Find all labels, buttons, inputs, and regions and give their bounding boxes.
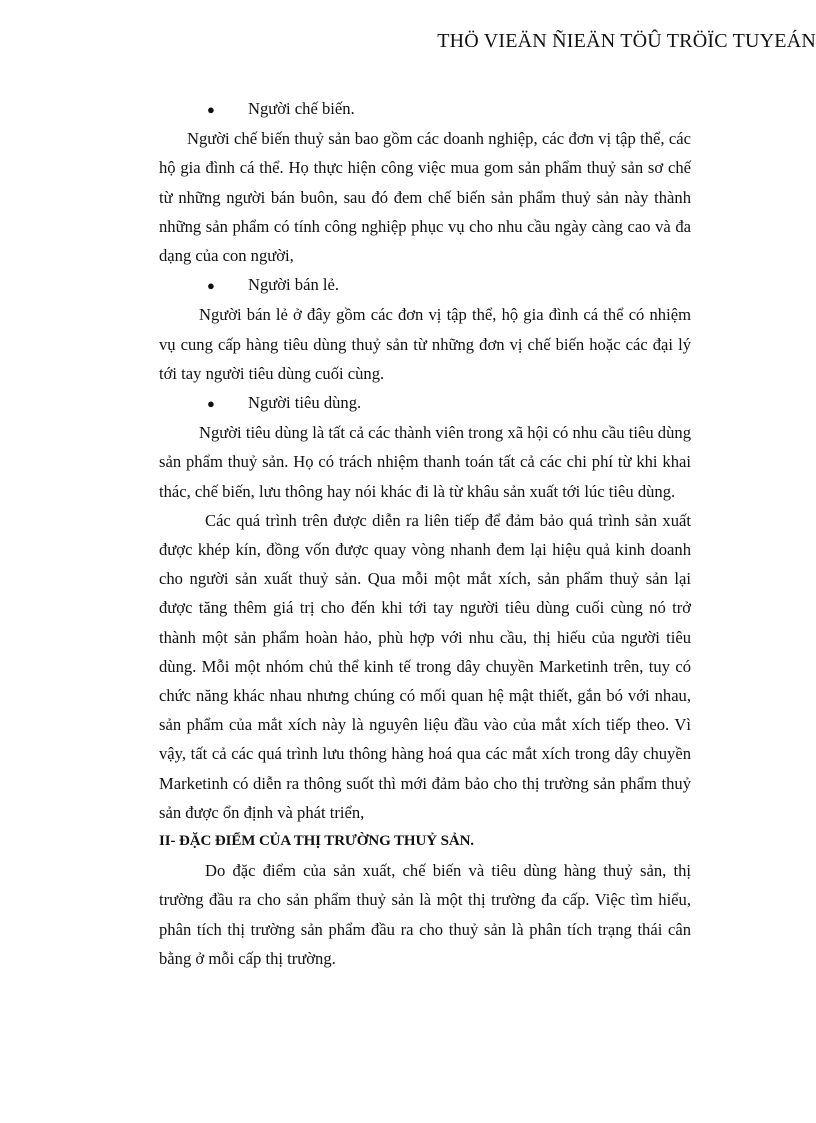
bullet-icon: ● (207, 396, 215, 412)
page-header: THÖ VIEÄN ÑIEÄN TÖÛ TRÖÏC TUYEÁN (437, 30, 816, 52)
bullet-text: Người bán lẻ. (248, 275, 340, 295)
paragraph: Người tiêu dùng là tất cả các thành viên trong xã hội có nhu cầu tiêu dùng sản phẩm thuỷ sản. Họ có trách nhiệm thanh toán tất cả các chi phí từ khi khai thác, chế biến, lưu thông hay nói khác đi là từ khâu sản xuất tới lúc tiêu dùng. (159, 423, 691, 501)
bullet-item (207, 270, 691, 300)
paragraph: Người chế biến thuỷ sản bao gồm các doanh nghiệp, các đơn vị tập thể, các hộ gia đình cá thể. Họ thực hiện công việc mua gom sản phẩm thuỷ sản sơ chế từ những người bán buôn, sau đó đem chế biến sản phẩm thuỷ sản này thành những sản phẩm có tính công nghiệp phục vụ cho nhu cầu ngày càng cao và đa dạng của con người, (159, 129, 691, 266)
bullet-icon: ● (207, 278, 215, 294)
paragraph: Do đặc điểm của sản xuất, chế biến và tiêu dùng hàng thuỷ sản, thị trường đầu ra cho sản phẩm thuỷ sản là một thị trường đa cấp. Việc tìm hiểu, phân tích thị trường sản phẩm đầu ra cho thuỷ sản là phân tích trạng thái cân bằng ở mỗi cấp thị trường. (159, 861, 691, 968)
document-body (159, 94, 691, 973)
bullet-item (207, 388, 691, 418)
bullet-icon: ● (207, 102, 215, 117)
bullet-text: Người chế biến. (248, 99, 355, 118)
bullet-item (207, 94, 691, 124)
paragraph: Người bán lẻ ở đây gồm các đơn vị tập thể, hộ gia đình cá thể có nhiệm vụ cung cấp hàng tiêu dùng thuỷ sản từ những đơn vị chế biến hoặc các đại lý tới tay người tiêu dùng cuối cùng. (159, 305, 691, 383)
section-heading: II- ĐẶC ĐIỂM CỦA THỊ TRƯỜNG THUỶ SẢN. (159, 833, 474, 850)
paragraph: Các quá trình trên được diễn ra liên tiếp để đảm bảo quá trình sản xuất được khép kín, đồng vốn được quay vòng nhanh đem lại hiệu quả kinh doanh cho người sản xuất thuỷ sản. Qua mỗi một mắt xích, sản phẩm thuỷ sản lại được tăng thêm giá trị cho đến khi tới tay người tiêu dùng cuối cùng nó trở thành một sản phẩm hoàn hảo, phù hợp với nhu cầu, thị hiếu của người tiêu dùng. Mỗi một nhóm chủ thể kinh tế trong dây chuyền Marketinh trên, tuy có chức năng khác nhau nhưng chúng có mối quan hệ mật thiết, gắn bó với nhau, sản phẩm của mắt xích này là nguyên liệu đầu vào của mắt xích tiếp theo. Vì vậy, tất cả các quá trình lưu thông hàng hoá qua các mắt xích trong dây chuyền Marketinh có diễn ra thông suốt thì mới đảm bảo cho thị trường sản phẩm thuỷ sản được ổn định và phát triển, (159, 510, 691, 822)
bullet-text: Người tiêu dùng. (248, 393, 362, 413)
